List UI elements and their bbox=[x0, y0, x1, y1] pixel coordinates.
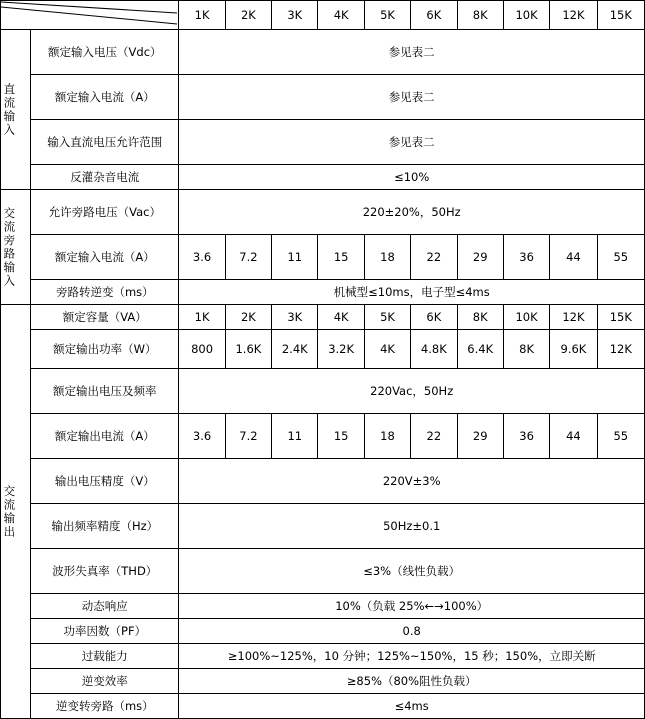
row-value-output-frequency-accuracy: 50Hz±0.1 bbox=[179, 504, 645, 549]
table-row bbox=[1, 120, 645, 165]
row-value-output-current-3k: 11 bbox=[272, 414, 318, 459]
table-row bbox=[1, 669, 645, 694]
row-value-reflected-ripple-current: ≤10% bbox=[179, 165, 645, 190]
table-row bbox=[1, 504, 645, 549]
row-label-dc-voltage-range: 输入直流电压允许范围 bbox=[31, 120, 179, 165]
row-value-bypass-current-5k: 18 bbox=[364, 235, 410, 280]
row-label-bypass-voltage: 允许旁路电压（Vac） bbox=[31, 190, 179, 235]
diagonal-header-cell bbox=[1, 1, 179, 30]
row-value-output-current-12k: 44 bbox=[550, 414, 597, 459]
col-header-2k: 2K bbox=[225, 1, 271, 30]
row-value-capacity-1k: 1K bbox=[179, 305, 225, 330]
row-value-capacity-5k: 5K bbox=[364, 305, 410, 330]
row-label-rated-capacity: 额定容量（VA） bbox=[31, 305, 179, 330]
col-header-15k: 15K bbox=[597, 1, 644, 30]
row-value-output-voltage-frequency: 220Vac，50Hz bbox=[179, 369, 645, 414]
row-value-capacity-15k: 15K bbox=[597, 305, 644, 330]
row-value-output-voltage-accuracy: 220V±3% bbox=[179, 459, 645, 504]
row-value-thd: ≤3%（线性负载） bbox=[179, 549, 645, 594]
row-label-thd: 波形失真率（THD） bbox=[31, 549, 179, 594]
table-row bbox=[1, 619, 645, 644]
row-value-bypass-current-1k: 3.6 bbox=[179, 235, 225, 280]
table-row bbox=[1, 594, 645, 619]
section-label-ac-output bbox=[1, 305, 31, 719]
row-label-bypass-rated-current: 额定输入电流（A） bbox=[31, 235, 179, 280]
section-label-dc-input bbox=[1, 30, 31, 190]
row-value-capacity-3k: 3K bbox=[272, 305, 318, 330]
row-value-capacity-10k: 10K bbox=[503, 305, 549, 330]
table-row bbox=[1, 165, 645, 190]
row-value-inverter-efficiency: ≥85%（80%阻性负载） bbox=[179, 669, 645, 694]
row-label-dc-rated-current: 额定输入电流（A） bbox=[31, 75, 179, 120]
row-value-power-12k: 9.6K bbox=[550, 330, 597, 369]
table-row bbox=[1, 414, 645, 459]
table-row bbox=[1, 280, 645, 305]
row-label-overload-capacity: 过载能力 bbox=[31, 644, 179, 669]
row-value-dynamic-response: 10%（负载 25%←→100%） bbox=[179, 594, 645, 619]
col-header-5k: 5K bbox=[364, 1, 410, 30]
table-row bbox=[1, 549, 645, 594]
row-value-bypass-current-4k: 15 bbox=[318, 235, 364, 280]
row-label-output-voltage-frequency: 额定输出电压及频率 bbox=[31, 369, 179, 414]
row-value-bypass-to-inverter: 机械型≤10ms，电子型≤4ms bbox=[179, 280, 645, 305]
section-label-dc-input-text: 直流输入 bbox=[2, 82, 17, 137]
row-label-bypass-to-inverter: 旁路转逆变（ms） bbox=[31, 280, 179, 305]
row-value-bypass-current-6k: 22 bbox=[411, 235, 457, 280]
row-value-power-5k: 4K bbox=[364, 330, 410, 369]
row-label-rated-output-current: 额定输出电流（A） bbox=[31, 414, 179, 459]
row-value-power-4k: 3.2K bbox=[318, 330, 364, 369]
col-header-12k: 12K bbox=[550, 1, 597, 30]
col-header-1k: 1K bbox=[179, 1, 225, 30]
row-value-output-current-5k: 18 bbox=[364, 414, 410, 459]
row-value-overload-capacity: ≥100%~125%，10 分钟；125%~150%，15 秒；150%，立即关断 bbox=[179, 644, 645, 669]
row-value-bypass-current-12k: 44 bbox=[550, 235, 597, 280]
row-value-capacity-6k: 6K bbox=[411, 305, 457, 330]
table-header-row bbox=[1, 1, 645, 30]
table-row bbox=[1, 75, 645, 120]
col-header-6k: 6K bbox=[411, 1, 457, 30]
row-label-rated-output-power: 额定输出功率（W） bbox=[31, 330, 179, 369]
row-value-power-6k: 4.8K bbox=[411, 330, 457, 369]
table-row bbox=[1, 305, 645, 330]
table-row bbox=[1, 694, 645, 719]
table-row bbox=[1, 459, 645, 504]
row-label-output-voltage-accuracy: 输出电压精度（V） bbox=[31, 459, 179, 504]
row-label-power-factor: 功率因数（PF） bbox=[31, 619, 179, 644]
row-value-inverter-to-bypass: ≤4ms bbox=[179, 694, 645, 719]
section-label-ac-output-text: 交流输出 bbox=[2, 484, 17, 539]
col-header-4k: 4K bbox=[318, 1, 364, 30]
row-value-power-8k: 6.4K bbox=[457, 330, 503, 369]
row-label-output-frequency-accuracy: 输出频率精度（Hz） bbox=[31, 504, 179, 549]
table-row bbox=[1, 644, 645, 669]
table-row bbox=[1, 330, 645, 369]
table-row bbox=[1, 30, 645, 75]
table-row bbox=[1, 235, 645, 280]
row-value-output-current-10k: 36 bbox=[503, 414, 549, 459]
row-label-reflected-ripple-current: 反灌杂音电流 bbox=[31, 165, 179, 190]
row-value-capacity-12k: 12K bbox=[550, 305, 597, 330]
row-label-inverter-to-bypass: 逆变转旁路（ms） bbox=[31, 694, 179, 719]
row-value-capacity-4k: 4K bbox=[318, 305, 364, 330]
row-value-dc-voltage-range: 参见表二 bbox=[179, 120, 645, 165]
row-value-power-2k: 1.6K bbox=[225, 330, 271, 369]
col-header-8k: 8K bbox=[457, 1, 503, 30]
row-value-output-current-15k: 55 bbox=[597, 414, 644, 459]
col-header-10k: 10K bbox=[503, 1, 549, 30]
row-value-capacity-8k: 8K bbox=[457, 305, 503, 330]
row-value-dc-rated-current: 参见表二 bbox=[179, 75, 645, 120]
row-value-output-current-1k: 3.6 bbox=[179, 414, 225, 459]
row-value-power-3k: 2.4K bbox=[272, 330, 318, 369]
row-value-output-current-4k: 15 bbox=[318, 414, 364, 459]
row-value-power-factor: 0.8 bbox=[179, 619, 645, 644]
row-value-bypass-current-10k: 36 bbox=[503, 235, 549, 280]
row-value-bypass-current-15k: 55 bbox=[597, 235, 644, 280]
col-header-3k: 3K bbox=[272, 1, 318, 30]
row-value-bypass-current-2k: 7.2 bbox=[225, 235, 271, 280]
row-value-power-10k: 8K bbox=[503, 330, 549, 369]
row-value-power-15k: 12K bbox=[597, 330, 644, 369]
table-row bbox=[1, 190, 645, 235]
row-value-bypass-current-8k: 29 bbox=[457, 235, 503, 280]
row-value-power-1k: 800 bbox=[179, 330, 225, 369]
row-label-dc-rated-voltage: 额定输入电压（Vdc） bbox=[31, 30, 179, 75]
row-value-dc-rated-voltage: 参见表二 bbox=[179, 30, 645, 75]
table-row bbox=[1, 369, 645, 414]
row-value-capacity-2k: 2K bbox=[225, 305, 271, 330]
row-label-dynamic-response: 动态响应 bbox=[31, 594, 179, 619]
section-label-ac-bypass-input bbox=[1, 190, 31, 305]
section-label-ac-bypass-input-text: 交流旁路输入 bbox=[2, 206, 17, 288]
row-label-inverter-efficiency: 逆变效率 bbox=[31, 669, 179, 694]
row-value-output-current-2k: 7.2 bbox=[225, 414, 271, 459]
row-value-output-current-6k: 22 bbox=[411, 414, 457, 459]
row-value-bypass-current-3k: 11 bbox=[272, 235, 318, 280]
row-value-output-current-8k: 29 bbox=[457, 414, 503, 459]
row-value-bypass-voltage: 220±20%，50Hz bbox=[179, 190, 645, 235]
